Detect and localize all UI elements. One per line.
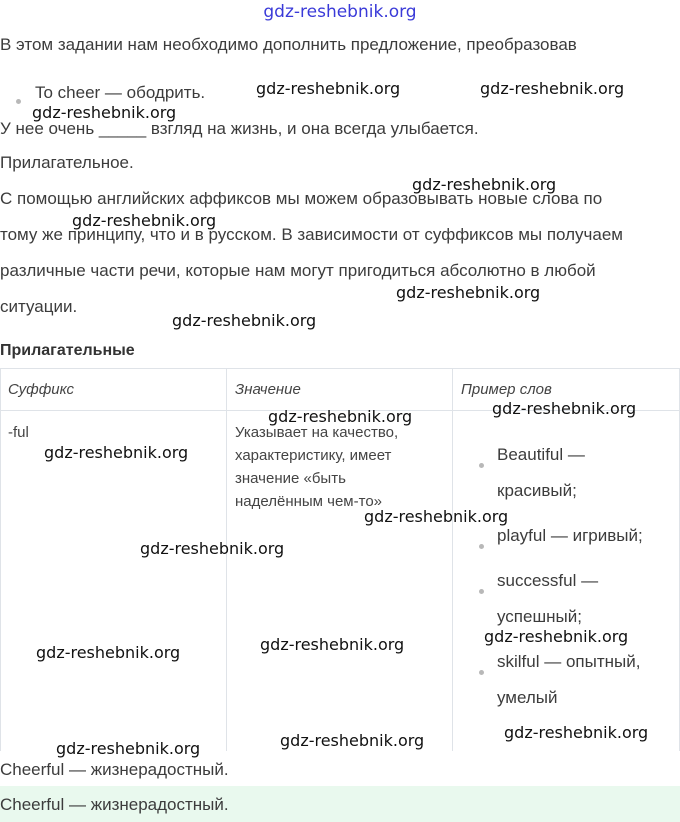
example-item: playful — игривый;	[497, 526, 643, 545]
watermark: gdz-reshebnik.org	[396, 283, 541, 302]
watermark: gdz-reshebnik.org	[268, 407, 413, 426]
watermark: gdz-reshebnik.org	[504, 723, 649, 742]
watermark: gdz-reshebnik.org	[484, 627, 629, 646]
example-item: Beautiful —	[497, 445, 585, 464]
watermark: gdz-reshebnik.org	[172, 311, 317, 330]
meaning-line: значение «быть	[235, 470, 346, 487]
watermark: gdz-reshebnik.org	[364, 507, 509, 526]
example-bullet	[479, 581, 484, 599]
example-item-continued: красивый;	[497, 481, 577, 500]
intro-text: В этом задании нам необходимо дополнить предложение, преобразовав	[0, 35, 577, 54]
suffix-cell: -ful	[8, 424, 29, 441]
explanation-line-3: различные части речи, которые нам могут пригодиться абсолютно в любой	[0, 261, 596, 280]
watermark: gdz-reshebnik.org	[44, 443, 189, 462]
example-item-continued: умелый	[497, 688, 558, 707]
watermark: gdz-reshebnik.org	[280, 731, 425, 750]
explanation-line-1: С помощью английских аффиксов мы можем образовывать новые слова по	[0, 189, 603, 208]
meaning-line: характеристику, имеет	[235, 447, 392, 464]
explanation-line-4: ситуации.	[0, 297, 78, 316]
table-divider-2	[452, 369, 453, 751]
column-header-meaning: Значение	[235, 381, 301, 398]
watermark: gdz-reshebnik.org	[72, 211, 217, 230]
example-item: skilful — опытный,	[497, 652, 641, 671]
bullet-dot	[16, 91, 21, 109]
watermark: gdz-reshebnik.org	[492, 399, 637, 418]
watermark: gdz-reshebnik.org	[260, 635, 405, 654]
meaning-cell	[235, 421, 398, 513]
section-heading: Прилагательные	[0, 342, 135, 359]
example-item-continued: успешный;	[497, 607, 582, 626]
watermark: gdz-reshebnik.org	[480, 79, 625, 98]
explanation-line-2: тому же принципу, что и в русском. В зависимости от суффиксов мы получаем	[0, 225, 623, 244]
answer-text: Cheerful — жизнерадостный.	[0, 760, 229, 779]
table-divider-1	[226, 369, 227, 751]
example-bullet	[479, 662, 484, 680]
column-header-suffix: Суффикс	[8, 381, 74, 398]
watermark: gdz-reshebnik.org	[256, 79, 401, 98]
answer-highlight-box	[0, 786, 680, 822]
watermark: gdz-reshebnik.org	[412, 175, 557, 194]
hint-item: To cheer — ободрить.	[35, 83, 206, 102]
site-header-watermark: gdz-reshebnik.org	[263, 2, 417, 22]
table-border-left	[0, 369, 1, 751]
watermark: gdz-reshebnik.org	[56, 739, 201, 758]
exercise-sentence: У нее очень _____ взгляд на жизнь, и она всегда улыбается.	[0, 119, 479, 138]
watermark: gdz-reshebnik.org	[140, 539, 285, 558]
example-bullet	[479, 455, 484, 473]
watermark: gdz-reshebnik.org	[36, 643, 181, 662]
answer-highlight-text: Cheerful — жизнерадостный.	[0, 795, 229, 814]
column-header-examples: Пример слов	[461, 381, 552, 398]
example-bullet	[479, 536, 484, 554]
watermark: gdz-reshebnik.org	[32, 103, 177, 122]
meaning-line: наделённым чем-то»	[235, 493, 382, 510]
part-of-speech: Прилагательное.	[0, 153, 134, 172]
meaning-line: Указывает на качество,	[235, 424, 399, 441]
example-item: successful —	[497, 571, 599, 590]
